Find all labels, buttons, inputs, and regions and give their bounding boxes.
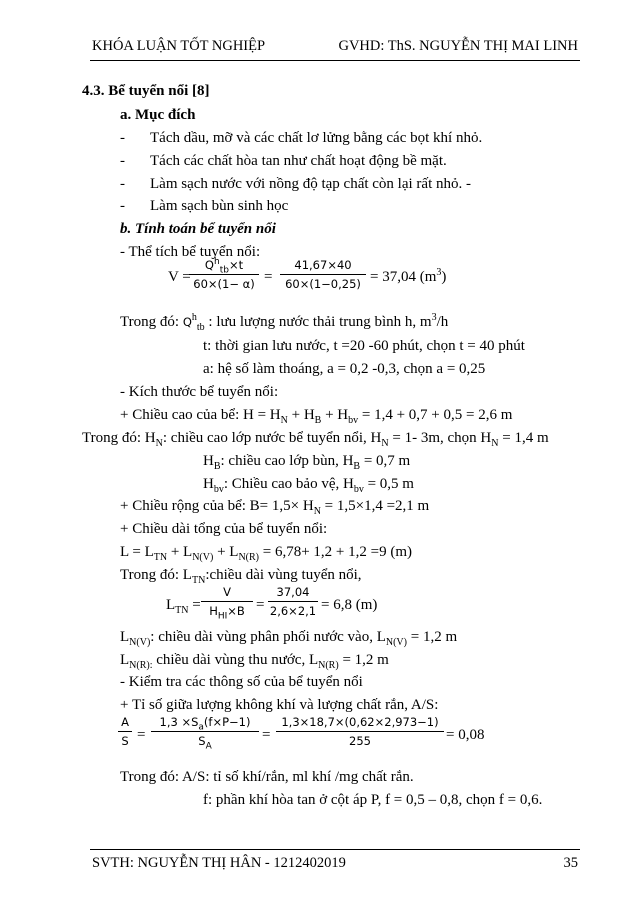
q-subscript: tb — [219, 265, 229, 276]
page-number: 35 — [563, 855, 578, 871]
sub: HI — [217, 611, 228, 622]
calc-heading: b. Tính toán bể tuyển nổi — [120, 221, 276, 237]
sub: N(V) — [192, 552, 214, 563]
t: Trong đó: H — [82, 430, 156, 446]
t: H — [203, 476, 214, 492]
size-label: - Kích thước bể tuyển nổi: — [120, 384, 279, 400]
t: = 6,78+ 1,2 + 1,2 =9 (m) — [259, 544, 412, 560]
ltn-lhs — [166, 596, 201, 614]
equals-sign: = — [262, 727, 271, 743]
fraction-denominator — [201, 602, 253, 620]
t: : Chiều cao bảo vệ, H — [223, 476, 354, 492]
sub: N — [381, 438, 389, 449]
fraction-numerator: 41,67×40 — [294, 258, 352, 272]
sub: B — [213, 461, 221, 472]
fraction-denominator: S — [121, 734, 129, 748]
ltn-fraction-numeric — [268, 583, 318, 620]
equals-sign: = — [256, 597, 265, 613]
fraction-denominator: 60×(1−0,25) — [285, 277, 361, 291]
t: L — [120, 652, 130, 668]
sub: bv — [353, 484, 364, 495]
sub: bv — [348, 415, 359, 426]
ltn-fraction-symbolic — [201, 583, 253, 620]
t: = 1,2 m — [406, 629, 458, 645]
t: = 1,4 m — [498, 430, 549, 446]
header-right: GVHD: ThS. NGUYỄN THỊ MAI LINH — [338, 38, 578, 54]
sub: TN — [153, 552, 168, 563]
t: = — [188, 597, 201, 613]
header-rule — [90, 60, 580, 61]
header-left: KHÓA LUẬN TỐT NGHIỆP — [92, 38, 266, 54]
section-heading: 4.3. Bể tuyển nổi [8] — [82, 83, 210, 99]
ratio-fraction-symbolic — [151, 713, 259, 750]
t: + H — [321, 407, 349, 423]
lnr-definition — [120, 651, 389, 669]
t: = 1- 3m, chọn H — [388, 430, 492, 446]
t: S — [198, 734, 206, 748]
q-symbol: Q — [182, 315, 192, 329]
hbv-definition — [203, 475, 414, 493]
where-a-line: a: hệ số làm thoáng, a = 0,2 -0,3, chọn a = 0,25 — [203, 361, 486, 377]
volume-result — [370, 268, 446, 286]
footer-left: SVTH: NGUYỄN THỊ HÂN - 1212402019 — [92, 855, 346, 871]
q-superscript: h — [213, 257, 220, 268]
t: H — [209, 604, 218, 618]
sub: N(R) — [238, 552, 259, 563]
q-superscript: h — [191, 312, 197, 323]
volume-result-text: = 37,04 (m — [370, 269, 437, 285]
bullet-item: Làm sạch bùn sinh học — [150, 198, 289, 214]
hn-definition — [82, 429, 549, 447]
t: (f×P−1) — [203, 715, 251, 729]
t: L = L — [120, 544, 154, 560]
sub: N — [280, 415, 288, 426]
t: H — [203, 453, 214, 469]
t: Trong đó: L — [120, 567, 192, 583]
fraction-numerator — [189, 256, 259, 274]
t: L — [166, 597, 176, 613]
t: + H — [287, 407, 315, 423]
sub: N(R) — [318, 660, 339, 671]
height-line — [120, 406, 512, 424]
t: = 1,5×1,4 =2,1 m — [320, 498, 430, 514]
length-line — [120, 543, 412, 561]
equals-sign: = — [264, 269, 273, 285]
sub: TN — [175, 605, 189, 616]
sub: TN — [191, 575, 206, 586]
bullet-dash: - — [120, 176, 125, 192]
page-footer — [92, 855, 578, 877]
footer-rule — [90, 849, 580, 850]
volume-fraction-numeric — [280, 256, 366, 293]
sub: bv — [213, 484, 224, 495]
f-definition: f: phần khí hòa tan ở cột áp P, f = 0,5 – 0,8, chọn f = 0,6. — [203, 792, 543, 808]
t: chiều dài vùng thu nước, L — [152, 652, 319, 668]
bullet-item: Làm sạch nước với nồng độ tạp chất còn lại rất nhỏ. - — [150, 176, 471, 192]
volume-label: - Thể tích bể tuyển nổi: — [120, 244, 261, 260]
as-fraction — [118, 713, 132, 750]
sub: N(V) — [385, 637, 407, 648]
t: = 1,2 m — [338, 652, 389, 668]
page-header — [92, 38, 578, 60]
width-line — [120, 497, 429, 515]
volume-fraction-symbolic — [189, 256, 259, 293]
unit-end: /h — [436, 314, 449, 330]
bullet-item: Tách dầu, mỡ và các chất lơ lửng bằng các bọt khí nhỏ. — [150, 130, 483, 146]
ratio-fraction-numeric — [276, 713, 444, 750]
fraction-denominator: 60×(1− α) — [193, 277, 255, 291]
fraction-numerator: 1,3×18,7×(0,62×2,973−1) — [281, 715, 439, 729]
length-label: + Chiều dài tổng của bể tuyển nổi: — [120, 521, 328, 537]
where-prefix: Trong đó: — [120, 314, 183, 330]
bullet-dash: - — [120, 130, 125, 146]
where-q-text: : lưu lượng nước thải trung bình h, m — [204, 314, 432, 330]
unit-superscript: 3 — [436, 267, 442, 278]
sub: N — [313, 506, 321, 517]
t: = 1,4 + 0,7 + 0,5 = 2,6 m — [358, 407, 513, 423]
as-definition: Trong đó: A/S: tỉ số khí/rắn, ml khí /mg chất rắn. — [120, 769, 414, 785]
close-paren: ) — [441, 269, 447, 285]
fraction-numerator: 37,04 — [276, 585, 310, 599]
sub: B — [314, 415, 322, 426]
ltn-result: = 6,8 (m) — [321, 597, 378, 613]
t: ×B — [227, 604, 245, 618]
t: = 0,7 m — [360, 453, 411, 469]
t: L — [120, 629, 130, 645]
q-symbol: Q — [204, 258, 214, 272]
q-subscript: tb — [196, 322, 205, 333]
sub: A — [205, 741, 212, 752]
bullet-dash: - — [120, 198, 125, 214]
numerator-rest: ×t — [228, 258, 244, 272]
t: :chiều dài vùng tuyển nổi, — [205, 567, 362, 583]
sub: N — [155, 438, 163, 449]
ltn-definition — [120, 566, 362, 584]
t: : chiều cao lớp bùn, H — [220, 453, 354, 469]
purpose-heading: a. Mục đích — [120, 107, 196, 123]
where-t-line: t: thời gian lưu nước, t =20 -60 phút, chọn t = 40 phút — [203, 338, 525, 354]
volume-lhs: V = — [168, 269, 191, 285]
t: : chiều dài vùng phân phối nước vào, L — [150, 629, 386, 645]
sub: N(V) — [129, 637, 151, 648]
sub: N — [491, 438, 499, 449]
fraction-denominator — [151, 732, 259, 750]
ratio-result: = 0,08 — [446, 727, 485, 743]
equals-sign: = — [137, 727, 146, 743]
lnv-definition — [120, 628, 457, 646]
t: + Chiều rộng của bể: B= 1,5× H — [120, 498, 314, 514]
fraction-numerator — [151, 713, 259, 731]
hb-definition — [203, 452, 410, 470]
t: = 0,5 m — [363, 476, 414, 492]
t: + L — [213, 544, 239, 560]
bullet-dash: - — [120, 153, 125, 169]
where-q-line — [120, 313, 448, 331]
sub: N(R): — [129, 660, 153, 671]
sub: a — [198, 722, 204, 733]
fraction-numerator: V — [223, 585, 231, 599]
unit-superscript: 3 — [431, 312, 437, 323]
ratio-label: + Tỉ số giữa lượng không khí và lượng chất rắn, A/S: — [120, 697, 439, 713]
fraction-denominator: 255 — [349, 734, 371, 748]
t: + L — [167, 544, 193, 560]
t: : chiều cao lớp nước bể tuyển nổi, H — [162, 430, 382, 446]
check-label: - Kiểm tra các thông số của bể tuyển nổi — [120, 674, 363, 690]
t: 1,3 ×S — [159, 715, 199, 729]
fraction-denominator: 2,6×2,1 — [269, 604, 317, 618]
sub: B — [353, 461, 361, 472]
bullet-item: Tách các chất hòa tan như chất hoạt động bề mặt. — [150, 153, 447, 169]
fraction-numerator: A — [121, 715, 129, 729]
t: + Chiều cao của bể: H = H — [120, 407, 281, 423]
